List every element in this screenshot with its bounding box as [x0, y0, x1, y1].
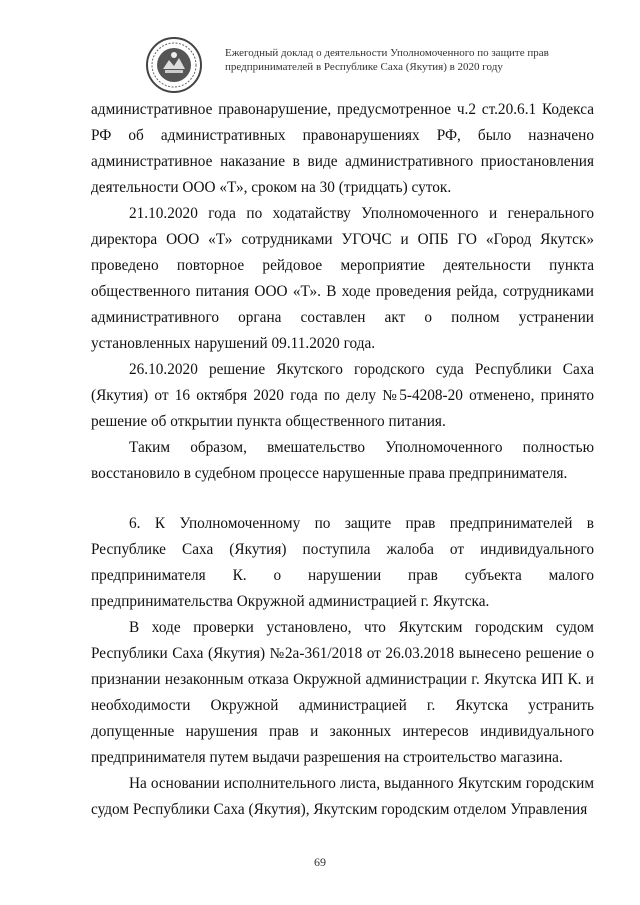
paragraph: Таким образом, вмешательство Уполномоченного полностью восстановило в судебном процессе нарушенные права предпринимателя. — [91, 439, 594, 482]
header-line-2: предпринимателей в Республике Саха (Якутия) в 2020 году — [225, 61, 503, 73]
document-body — [91, 97, 594, 823]
header-line-1: Ежегодный доклад о деятельности Уполномоченного по защите прав — [225, 47, 549, 59]
page-number: 69 — [314, 855, 326, 869]
paragraph: 26.10.2020 решение Якутского городского суда Республики Саха (Якутия) от 16 октября 2020 года по делу №5-4208-20 отменено, принято решение об открытии пункта общественного питания. — [91, 361, 594, 430]
paragraph-gap — [91, 487, 594, 511]
paragraph: административное правонарушение, предусмотренное ч.2 ст.20.6.1 Кодекса РФ об административных правонарушениях РФ, было назначено административное наказание в виде административного приостановления деятельности ООО «Т», сроком на 30 (тридцать) суток. — [91, 101, 594, 196]
emblem-seal-icon — [145, 36, 203, 94]
paragraph: На основании исполнительного листа, выданного Якутским городским судом Республики Саха (Якутия), Якутским городским отделом Управления — [91, 775, 594, 818]
paragraph: 21.10.2020 года по ходатайству Уполномоченного и генерального директора ООО «Т» сотрудниками УГОЧС и ОПБ ГО «Город Якутск» проведено повторное рейдовое мероприятие деятельности пункта общественного питания ООО «Т». В ходе проведения рейда, сотрудниками административного органа составлен акт о полном устранении установленных нарушений 09.11.2020 года. — [91, 205, 594, 352]
page-header — [145, 36, 585, 96]
header-text — [225, 46, 549, 74]
paragraph: 6. К Уполномоченному по защите прав предпринимателей в Республике Саха (Якутия) поступила жалоба от индивидуального предпринимателя К. о нарушении прав субъекта малого предпринимательства Окружной администрацией г. Якутска. — [91, 515, 594, 610]
paragraph: В ходе проверки установлено, что Якутским городским судом Республики Саха (Якутия) №2а-361/2018 от 26.03.2018 вынесено решение о признании незаконным отказа Окружной администрации г. Якутска ИП К. и необходимости Окружной администрацией г. Якутска устранить допущенные нарушения прав и законных интересов индивидуального предпринимателя путем выдачи разрешения на строительство магазина. — [91, 619, 594, 766]
